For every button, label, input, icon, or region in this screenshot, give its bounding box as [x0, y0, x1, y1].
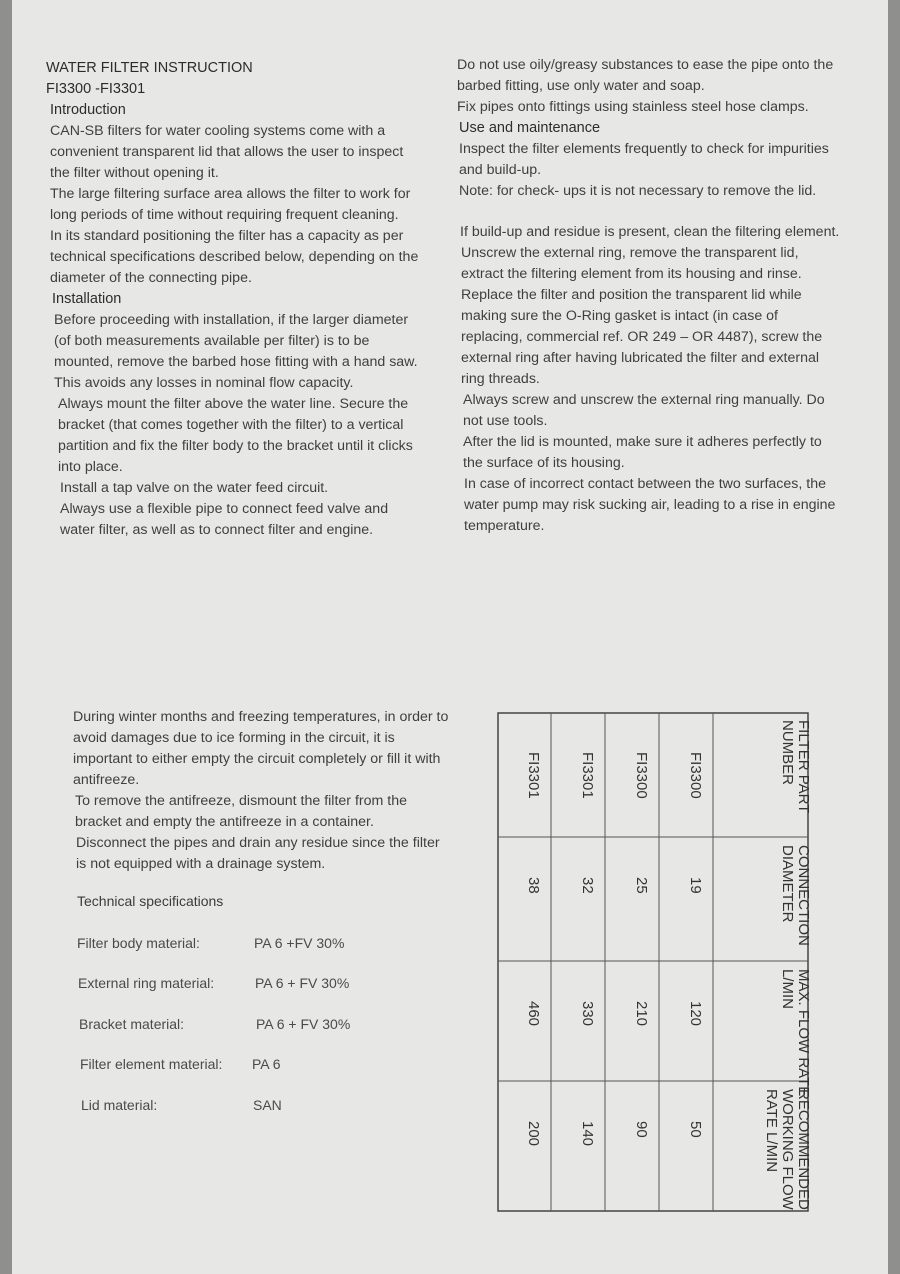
installation-paragraph: Install a tap valve on the water feed circuit.	[60, 480, 329, 496]
right-column	[457, 55, 842, 537]
spec-label: Lid material:	[81, 1097, 158, 1113]
flow-table-wrapper	[497, 712, 812, 1217]
table-header-text: RATE L/MIN	[763, 1089, 780, 1173]
table-cell	[525, 877, 542, 894]
table-cell-text: 330	[579, 1001, 596, 1027]
table-header-cell	[779, 720, 812, 813]
document-title: WATER FILTER INSTRUCTION	[46, 60, 253, 76]
cleaning-paragraph: If build-up and residue is present, clean the filtering element.	[460, 224, 840, 240]
table-cell	[633, 752, 650, 799]
cleaning-paragraph: Always screw and unscrew the external ring manually. Do not use tools.	[463, 392, 825, 429]
table-cell	[687, 1001, 704, 1026]
intro-heading: Introduction	[50, 102, 126, 118]
table-header-text: RECOMMENDED	[795, 1089, 812, 1210]
use-paragraph: Note: for check- ups it is not necessary to remove the lid.	[459, 183, 817, 199]
winter-paragraph: To remove the antifreeze, dismount the filter from the bracket and empty the antifreeze in a container.	[75, 793, 407, 830]
paragraph-gap	[457, 202, 842, 222]
winter-section	[73, 707, 453, 875]
table-cell	[687, 1121, 704, 1138]
table-cell	[525, 1001, 542, 1026]
table-cell-text: 90	[633, 1121, 650, 1138]
table-cell	[633, 1001, 650, 1026]
spec-value: PA 6 + FV 30%	[256, 1016, 351, 1032]
table-header-cell	[763, 1089, 812, 1211]
table-cell	[525, 1121, 542, 1146]
winter-paragraph: Disconnect the pipes and drain any residue since the filter is not equipped with a drainage system.	[76, 835, 440, 872]
table-cell-text: 140	[579, 1121, 596, 1147]
table-cell-text: FI3300	[633, 752, 650, 799]
left-column	[46, 58, 426, 541]
table-cell-text: FI3300	[687, 752, 704, 799]
spec-label: Filter element material:	[80, 1056, 223, 1072]
table-cell	[579, 1121, 596, 1146]
table-cell-text: 50	[687, 1121, 704, 1138]
table-cell-text: 460	[525, 1001, 542, 1027]
table-cell-text: 25	[633, 877, 650, 894]
model-number: FI3300 -FI3301	[46, 81, 146, 97]
table-cell-text: 32	[579, 877, 596, 894]
winter-paragraph: During winter months and freezing temperatures, in order to avoid damages due to ice forming in the circuit, it is important to either empty the circuit completely or fill it with antifreeze.	[73, 709, 449, 788]
table-header-text: DIAMETER	[779, 845, 796, 923]
table-cell	[687, 877, 704, 894]
spec-value: SAN	[253, 1097, 282, 1113]
intro-paragraph: CAN-SB filters for water cooling systems come with a convenient transparent lid that allows the user to inspect the filter without opening it.	[50, 123, 404, 181]
pipe-paragraph: Do not use oily/greasy substances to ease the pipe onto the barbed fitting, use only water and soap.	[457, 57, 834, 94]
table-header-cell	[779, 969, 812, 1096]
table-cell	[579, 752, 596, 799]
table-cell-text: FI3301	[579, 752, 596, 799]
table-cell	[579, 1001, 596, 1026]
cleaning-paragraph: In case of incorrect contact between the two surfaces, the water pump may risk sucking air, leading to a rise in engine temperature.	[464, 476, 836, 534]
spec-label: External ring material:	[78, 975, 215, 991]
table-cell-text: 19	[687, 877, 704, 894]
table-cell-text: 120	[687, 1001, 704, 1027]
table-border	[498, 713, 808, 1211]
cleaning-paragraph: Unscrew the external ring, remove the transparent lid, extract the filtering element from its housing and rinse. Replace the filter and position the transparent lid while making sure the O-Ring gasket is intact (in case of replacing, commercial ref. OR 249 – OR 4487), screw the external ring after having lubricated the filter and external ring threads.	[461, 245, 823, 387]
table-header-text: CONNECTION	[795, 845, 812, 946]
table-header-text: FILTER PART	[795, 720, 812, 814]
table-header-text: WORKING FLOW	[779, 1089, 796, 1210]
table-cell-text: 210	[633, 1001, 650, 1027]
intro-paragraph: In its standard positioning the filter has a capacity as per technical specifications described below, depending on the diameter of the connecting pipe.	[50, 228, 419, 286]
table-cell	[525, 752, 542, 799]
spec-value: PA 6 +FV 30%	[254, 935, 345, 951]
installation-paragraph: Always mount the filter above the water line. Secure the bracket (that comes together with the filter) to a vertical partition and fix the filter body to the bracket until it clicks into place.	[58, 396, 413, 475]
spec-value: PA 6	[252, 1056, 281, 1072]
spec-value: PA 6 + FV 30%	[255, 975, 350, 991]
pipe-paragraph: Fix pipes onto fittings using stainless steel hose clamps.	[457, 99, 809, 115]
table-cell-text: 38	[525, 877, 542, 894]
flow-table	[497, 712, 812, 1212]
installation-paragraph: Before proceeding with installation, if the larger diameter (of both measurements available per filter) is to be mounted, remove the barbed hose fitting with a hand saw. This avoids any losses in nominal flow capacity.	[54, 312, 418, 391]
cleaning-paragraph: After the lid is mounted, make sure it adheres perfectly to the surface of its housing.	[463, 434, 822, 471]
table-cell-text: 200	[525, 1121, 542, 1147]
table-header-cell	[779, 845, 812, 946]
table-cell	[633, 877, 650, 894]
specs-heading: Technical specifications	[77, 893, 224, 909]
intro-paragraph: The large filtering surface area allows the filter to work for long periods of time without requiring frequent cleaning.	[50, 186, 411, 223]
spec-label: Filter body material:	[77, 935, 200, 951]
installation-paragraph: Always use a flexible pipe to connect feed valve and water filter, as well as to connect filter and engine.	[60, 501, 389, 538]
table-header-text: MAX. FLOW RATE	[795, 969, 812, 1097]
table-cell	[579, 877, 596, 894]
spec-label: Bracket material:	[79, 1016, 185, 1032]
use-paragraph: Inspect the filter elements frequently to check for impurities and build-up.	[459, 141, 829, 178]
table-cell	[687, 752, 704, 799]
installation-heading: Installation	[52, 291, 122, 307]
table-cell-text: FI3301	[525, 752, 542, 799]
table-cell	[633, 1121, 650, 1138]
table-header-text: NUMBER	[779, 720, 796, 786]
table-header-text: L/MIN	[779, 969, 796, 1010]
use-heading: Use and maintenance	[459, 120, 601, 136]
